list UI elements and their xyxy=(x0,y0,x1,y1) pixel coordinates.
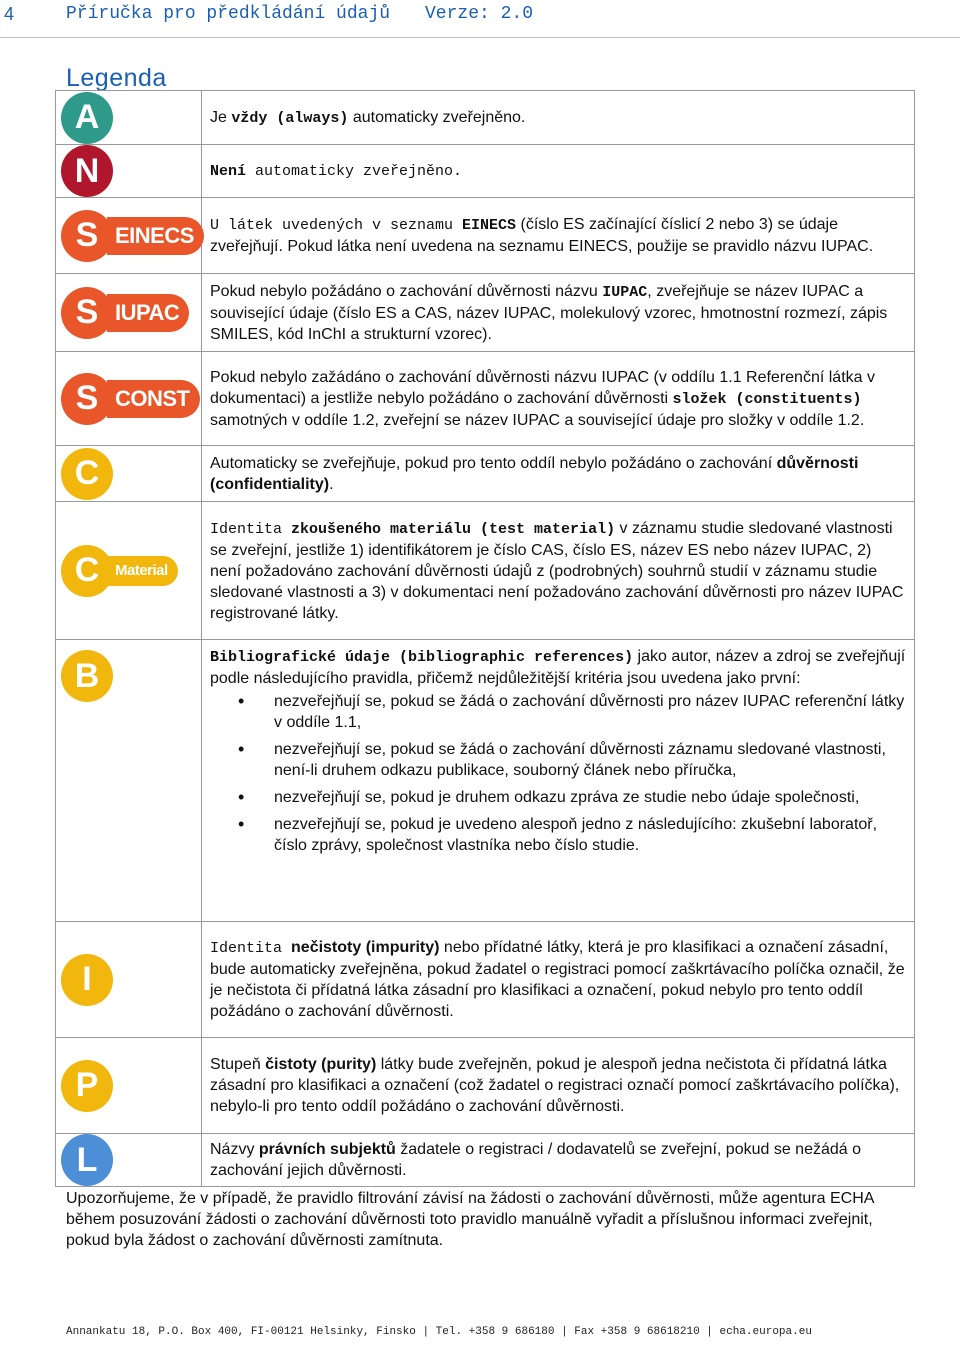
c-material-icon: C xyxy=(61,545,113,597)
legend-heading: Legenda xyxy=(66,64,167,92)
s-einecs-icon: S xyxy=(61,210,113,262)
legend-text-s-einecs: U látek uvedených v seznamu EINECS (číslo ES začínající číslicí 2 nebo 3) se údaje zveřejňují. Pokud látka není uvedena na seznamu EINECS, použije se pravidlo názvu IUPAC. xyxy=(202,198,915,274)
legend-row-p xyxy=(56,1038,915,1134)
confidentiality-note: Upozorňujeme, že v případě, že pravidlo filtrování závisí na žádosti o zachování důvěrnosti, může agentura ECHA během posuzování žádosti o zachování důvěrnosti toto pravidlo manuálně vyřadit a příslušnou informaci zveřejnit, pokud byla žádost o zachování důvěrnosti zamítnuta. xyxy=(66,1190,874,1249)
legend-text-c: Automaticky se zveřejňuje, pokud pro tento oddíl nebylo požádáno o zachování důvěrnosti (confidentiality). xyxy=(202,446,915,502)
a-icon: A xyxy=(61,92,113,144)
legend-text-s-const: Pokud nebylo zažádáno o zachování důvěrnosti názvu IUPAC (v oddílu 1.1 Referenční látka v dokumentaci) a jestliže nebylo požádáno o zachování důvěrnosti složek (constituents) samotných v oddíle 1.2, zveřejní se název IUPAC a související údaje pro složky v oddíle 1.2. xyxy=(202,352,915,446)
list-item: • nezveřejňují se, pokud je druhem odkazu zpráva ze studie nebo údaje společnosti, xyxy=(248,787,906,808)
l-icon: L xyxy=(61,1134,113,1186)
legend-text-b: Bibliografické údaje (bibliographic references) jako autor, název a zdroj se zveřejňují podle následujícího pravidla, přičemž nejdůležitější kritéria jsou uvedena jako první: • nezveřejňují se, pokud se žádá o zachování důvěrnosti pro název IUPAC referenční látky v oddíle 1.1, • nezveřejňují se, pokud se žádá o zachování důvěrnosti záznamu sledované vlastnosti, není-li druhem odkazu publikace, souborný článek nebo příručka, • nezveřejňují se, pokud je druhem odkazu zpráva ze studie nebo údaje společnosti, • nezveřejňují se, pokud je uvedeno alespoň jedno z následujícího: zkušební laboratoř, číslo zprávy, společnost vlastníka nebo číslo studie. xyxy=(202,640,915,922)
legend-row-a xyxy=(56,91,915,145)
document-title: Příručka pro předkládání údajů xyxy=(66,4,391,24)
legend-text-s-iupac: Pokud nebylo požádáno o zachování důvěrnosti názvu IUPAC, zveřejňuje se název IUPAC a související údaje (číslo ES a CAS, název IUPAC, molekulový vzorec, hmotnostní rozmezí, zápis SMILES, kód InChI a strukturní vzorec). xyxy=(202,274,915,352)
legend-text-c-material: Identita zkoušeného materiálu (test material) v záznamu studie sledované vlastnosti se zveřejní, jestliže 1) identifikátorem je číslo CAS, číslo ES, název ES nebo název IUPAC, 2) není požadováno zachování důvěrnosti údajů z (podrobných) souhrnů studií v záznamu studie sledované vlastnosti a 3) v dokumentaci není požadováno zachování důvěrnosti pro název IUPAC registrované látky. xyxy=(202,502,915,640)
legend-row-i xyxy=(56,922,915,1038)
s-iupac-icon: S xyxy=(61,287,113,339)
p-icon: P xyxy=(61,1060,113,1112)
b-icon: B xyxy=(61,650,113,702)
bibliography-rules-list xyxy=(248,691,906,856)
legend-row-n xyxy=(56,145,915,198)
c-icon: C xyxy=(61,448,113,500)
legend-table xyxy=(55,90,915,1187)
n-icon: N xyxy=(61,145,113,197)
legend-text-p: Stupeň čistoty (purity) látky bude zveřejněn, pokud je alespoň jedna nečistota či přídatná látka zásadní pro klasifikaci a označení (což žadatel o registraci označí pomocí zaškrtávacího políčka), nebylo-li pro tento oddíl požádáno o zachování důvěrnosti. xyxy=(202,1038,915,1134)
page-header xyxy=(0,0,960,38)
legend-row-c xyxy=(56,446,915,502)
legend-row-s-einecs: S EINECS U látek uvedených v seznamu EINECS (číslo ES začínající číslicí 2 nebo 3) se údaje zveřejňují. Pokud látka není uvedena na seznamu EINECS, použije se pravidlo názvu IUPAC. xyxy=(56,198,915,274)
legend-row-s-const: S CONST Pokud nebylo zažádáno o zachování důvěrnosti názvu IUPAC (v oddílu 1.1 Referenční látka v dokumentaci) a jestliže nebylo požádáno o zachování důvěrnosti složek (constituents) samotných v oddíle 1.2, zveřejní se název IUPAC a související údaje pro složky v oddíle 1.2. xyxy=(56,352,915,446)
list-item: • nezveřejňují se, pokud se žádá o zachování důvěrnosti pro název IUPAC referenční látky v oddíle 1.1, xyxy=(248,691,906,733)
i-icon: I xyxy=(61,954,113,1006)
document-version: Verze: 2.0 xyxy=(425,4,534,24)
s-const-icon: S xyxy=(61,373,113,425)
legend-row-s-iupac: S IUPAC Pokud nebylo požádáno o zachování důvěrnosti názvu IUPAC, zveřejňuje se název IUPAC a související údaje (číslo ES a CAS, název IUPAC, molekulový vzorec, hmotnostní rozmezí, zápis SMILES, kód InChI a strukturní vzorec). xyxy=(56,274,915,352)
list-item: • nezveřejňují se, pokud je uvedeno alespoň jedno z následujícího: zkušební laboratoř, číslo zprávy, společnost vlastníka nebo číslo studie. xyxy=(248,814,906,856)
legend-row-c-material: C Material Identita zkoušeného materiálu (test material) v záznamu studie sledované vlastnosti se zveřejní, jestliže 1) identifikátorem je číslo CAS, číslo ES, název ES nebo název IUPAC, 2) není požadováno zachování důvěrnosti údajů z (podrobných) souhrnů studií v záznamu studie sledované vlastnosti a 3) v dokumentaci není požadováno zachování důvěrnosti pro název IUPAC registrované látky. xyxy=(56,502,915,640)
page-footer: Annankatu 18, P.O. Box 400, FI-00121 Helsinky, Finsko | Tel. +358 9 686180 | Fax +358 9 68618210 | echa.europa.eu xyxy=(66,1326,812,1338)
legend-row-b xyxy=(56,640,915,922)
legend-text-n: Není automaticky zveřejněno. xyxy=(202,145,915,198)
legend-text-l: Názvy právních subjektů žadatele o registraci / dodavatelů se zveřejní, pokud se nežádá o zachování jejich důvěrnosti. xyxy=(202,1134,915,1187)
legend-text-a: Je vždy (always) automaticky zveřejněno. xyxy=(202,91,915,145)
legend-text-i: Identita nečistoty (impurity) nebo přídatné látky, která je pro klasifikaci a označení zásadní, bude automaticky zveřejněna, pokud žadatel o registraci pomocí zaškrtávacího políčka označil, že je nečistota či přídatná látka zásadní pro klasifikaci a označení, pokud nebylo pro tento oddíl požádáno o zachování důvěrnosti. xyxy=(202,922,915,1038)
legend-row-l xyxy=(56,1134,915,1187)
page-number: 4 xyxy=(4,4,15,24)
list-item: • nezveřejňují se, pokud se žádá o zachování důvěrnosti záznamu sledované vlastnosti, není-li druhem odkazu publikace, souborný článek nebo příručka, xyxy=(248,739,906,781)
